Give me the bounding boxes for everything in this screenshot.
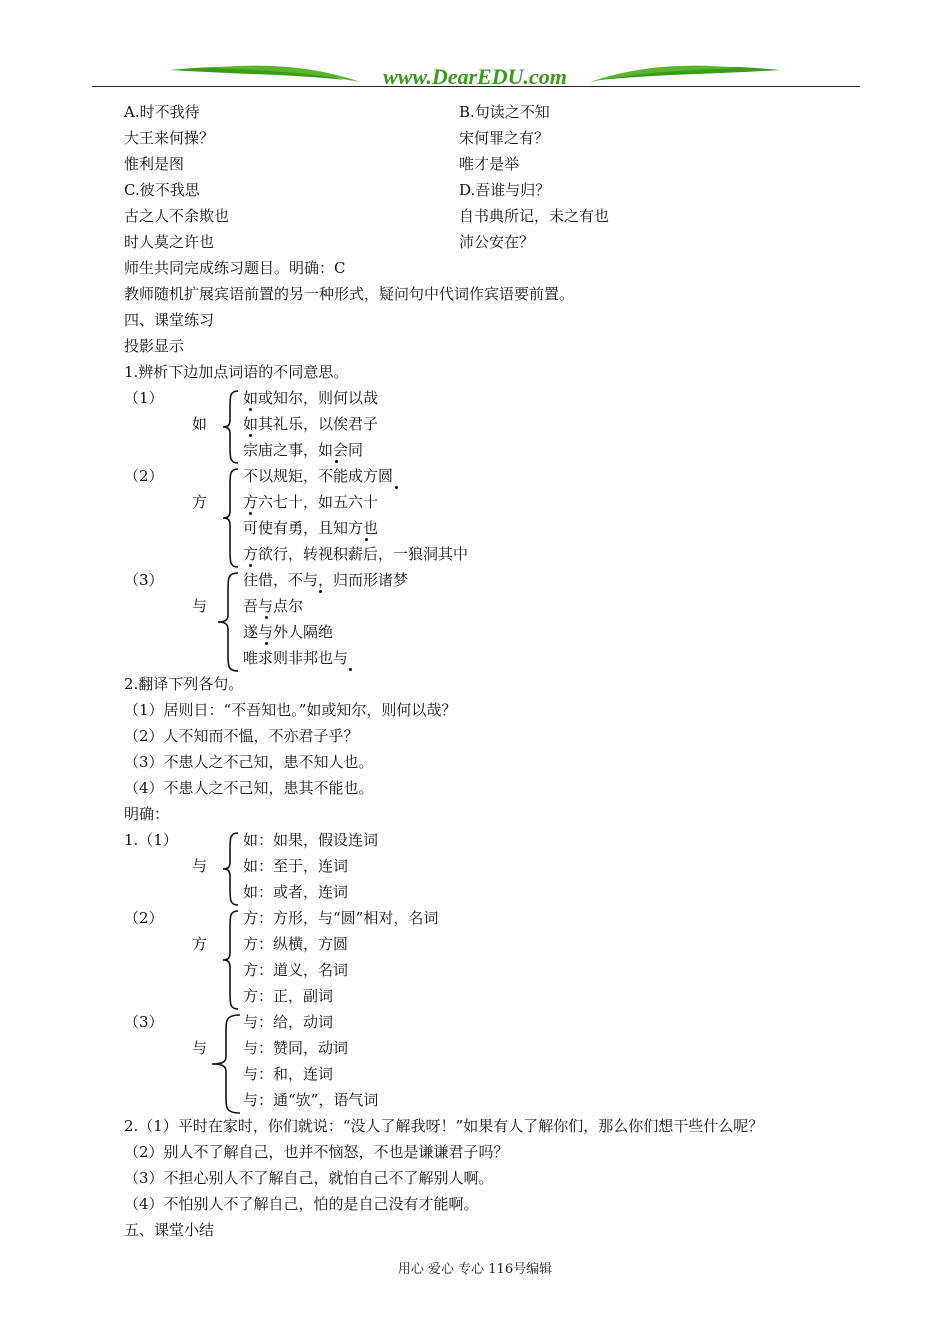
q1-2-item: 方欲行，转视积薪后，一狼洞其中 bbox=[243, 545, 469, 563]
a1-2-item: 方：道义，名词 bbox=[243, 961, 349, 979]
a1-2-item: 方：正，副词 bbox=[243, 987, 334, 1005]
q1-3-number: （3） bbox=[124, 571, 164, 589]
header-rule bbox=[92, 86, 860, 87]
option-c-2: 时人莫之许也 bbox=[124, 233, 215, 251]
a1-3-item: 与：和，连词 bbox=[243, 1065, 334, 1083]
q2-item: （4）不患人之不己知，患其不能也。 bbox=[124, 779, 374, 797]
a1-3-brace bbox=[206, 1012, 242, 1116]
q1-1-item: 如其礼乐，以俟君子 bbox=[243, 415, 379, 433]
emphasis-dot bbox=[395, 486, 398, 489]
q2-item: （3）不患人之不己知，患不知人也。 bbox=[124, 753, 374, 771]
a2-item: （2）别人不了解自己，也并不恼怒，不也是谦谦君子吗？ bbox=[124, 1143, 509, 1161]
projection-line: 投影显示 bbox=[124, 337, 185, 355]
q1-2-number: （2） bbox=[124, 467, 164, 485]
extend-line: 教师随机扩展宾语前置的另一种形式，疑问句中代词作宾语要前置。 bbox=[124, 285, 575, 303]
option-a-label: A.时不我待 bbox=[124, 103, 200, 121]
q1-1-number: （1） bbox=[124, 389, 164, 407]
emphasis-dot bbox=[349, 668, 352, 671]
q1-2-brace bbox=[218, 466, 240, 570]
option-b-2: 唯才是举 bbox=[459, 155, 520, 173]
option-a-1: 大王来何操？ bbox=[124, 129, 215, 147]
a2-item: （3）不担心别人不了解自己，就怕自己不了解别人啊。 bbox=[124, 1169, 494, 1187]
q1-2-item: 方六七十，如五六十 bbox=[243, 493, 379, 511]
a2-item: （4）不怕别人不了解自己，怕的是自己没有才能啊。 bbox=[124, 1195, 479, 1213]
emphasis-dot bbox=[365, 538, 368, 541]
q1-2-item: 不以规矩，不能成方圆 bbox=[243, 467, 394, 485]
a1-3-item: 与：给，动词 bbox=[243, 1013, 334, 1031]
a1-2-word: 方 bbox=[192, 935, 208, 953]
q1-3-brace bbox=[212, 570, 240, 674]
a1-3-number: （3） bbox=[124, 1013, 164, 1031]
option-a-2: 惟利是图 bbox=[124, 155, 185, 173]
q1-3-word: 与 bbox=[192, 597, 208, 615]
q1-3-item: 往借，不与，归而形诸梦 bbox=[243, 571, 409, 589]
emphasis-dot bbox=[319, 590, 322, 593]
emphasis-dot bbox=[265, 616, 268, 619]
question-2: 2.翻译下列各句。 bbox=[124, 675, 244, 693]
a1-2-number: （2） bbox=[124, 909, 164, 927]
option-b-label: B.句读之不知 bbox=[459, 103, 550, 121]
a1-1-brace bbox=[218, 830, 240, 908]
option-d-label: D.吾谁与归？ bbox=[459, 181, 551, 199]
q1-1-brace bbox=[218, 388, 240, 466]
a2-item: 2.（1）平时在家时，你们就说：“没人了解我呀！”如果有人了解你们，那么你们想干些什么呢？ bbox=[124, 1117, 764, 1135]
a1-2-item: 方：纵横，方圆 bbox=[243, 935, 349, 953]
emphasis-dot bbox=[265, 642, 268, 645]
q2-item: （1）居则日：“不吾知也。”如或知尔，则何以哉？ bbox=[124, 701, 457, 719]
answer-line: 师生共同完成练习题目。明确：C bbox=[124, 259, 346, 277]
emphasis-dot bbox=[335, 460, 338, 463]
a1-1-item: 如：至于，连词 bbox=[243, 857, 349, 875]
clarify-heading: 明确： bbox=[124, 805, 170, 823]
a1-3-item: 与：赞同，动词 bbox=[243, 1039, 349, 1057]
q1-3-item: 唯求则非邦也与 bbox=[243, 649, 349, 667]
option-c-1: 古之人不余欺也 bbox=[124, 207, 230, 225]
a1-1-item: 如：或者，连词 bbox=[243, 883, 349, 901]
option-b-1: 宋何罪之有？ bbox=[459, 129, 550, 147]
option-c-label: C.彼不我思 bbox=[124, 181, 200, 199]
q1-1-item: 宗庙之事，如会同 bbox=[243, 441, 364, 459]
a1-1-word: 与 bbox=[192, 857, 208, 875]
emphasis-dot bbox=[249, 408, 252, 411]
q1-3-item: 吾与点尔 bbox=[243, 597, 304, 615]
a1-2-brace bbox=[218, 908, 240, 1012]
emphasis-dot bbox=[249, 564, 252, 567]
q2-item: （2）人不知而不愠，不亦君子乎？ bbox=[124, 727, 359, 745]
q1-1-word: 如 bbox=[192, 415, 208, 433]
question-1: 1.辨析下边加点词语的不同意思。 bbox=[124, 363, 349, 381]
q1-2-item: 可使有勇，且知方也 bbox=[243, 519, 379, 537]
q1-3-item: 遂与外人隔绝 bbox=[243, 623, 334, 641]
logo-text: www.DearEDU.com bbox=[383, 64, 567, 89]
a1-1-item: 如：如果，假设连词 bbox=[243, 831, 379, 849]
option-d-1: 自书典所记，未之有也 bbox=[459, 207, 610, 225]
a1-2-item: 方：方形，与“圆”相对，名词 bbox=[243, 909, 439, 927]
a1-3-item: 与：通“欤”，语气词 bbox=[243, 1091, 379, 1109]
option-d-2: 沛公安在？ bbox=[459, 233, 535, 251]
emphasis-dot bbox=[249, 512, 252, 515]
section-5-heading: 五、课堂小结 bbox=[124, 1221, 215, 1239]
emphasis-dot bbox=[249, 434, 252, 437]
q1-2-word: 方 bbox=[192, 493, 208, 511]
page-footer: 用心 爱心 专心 116号编辑 bbox=[397, 1262, 553, 1277]
a1-3-word: 与 bbox=[192, 1039, 208, 1057]
section-4-heading: 四、课堂练习 bbox=[124, 311, 215, 329]
a1-1-number: 1.（1） bbox=[124, 831, 178, 849]
q1-1-item: 如或知尔，则何以哉 bbox=[243, 389, 379, 407]
